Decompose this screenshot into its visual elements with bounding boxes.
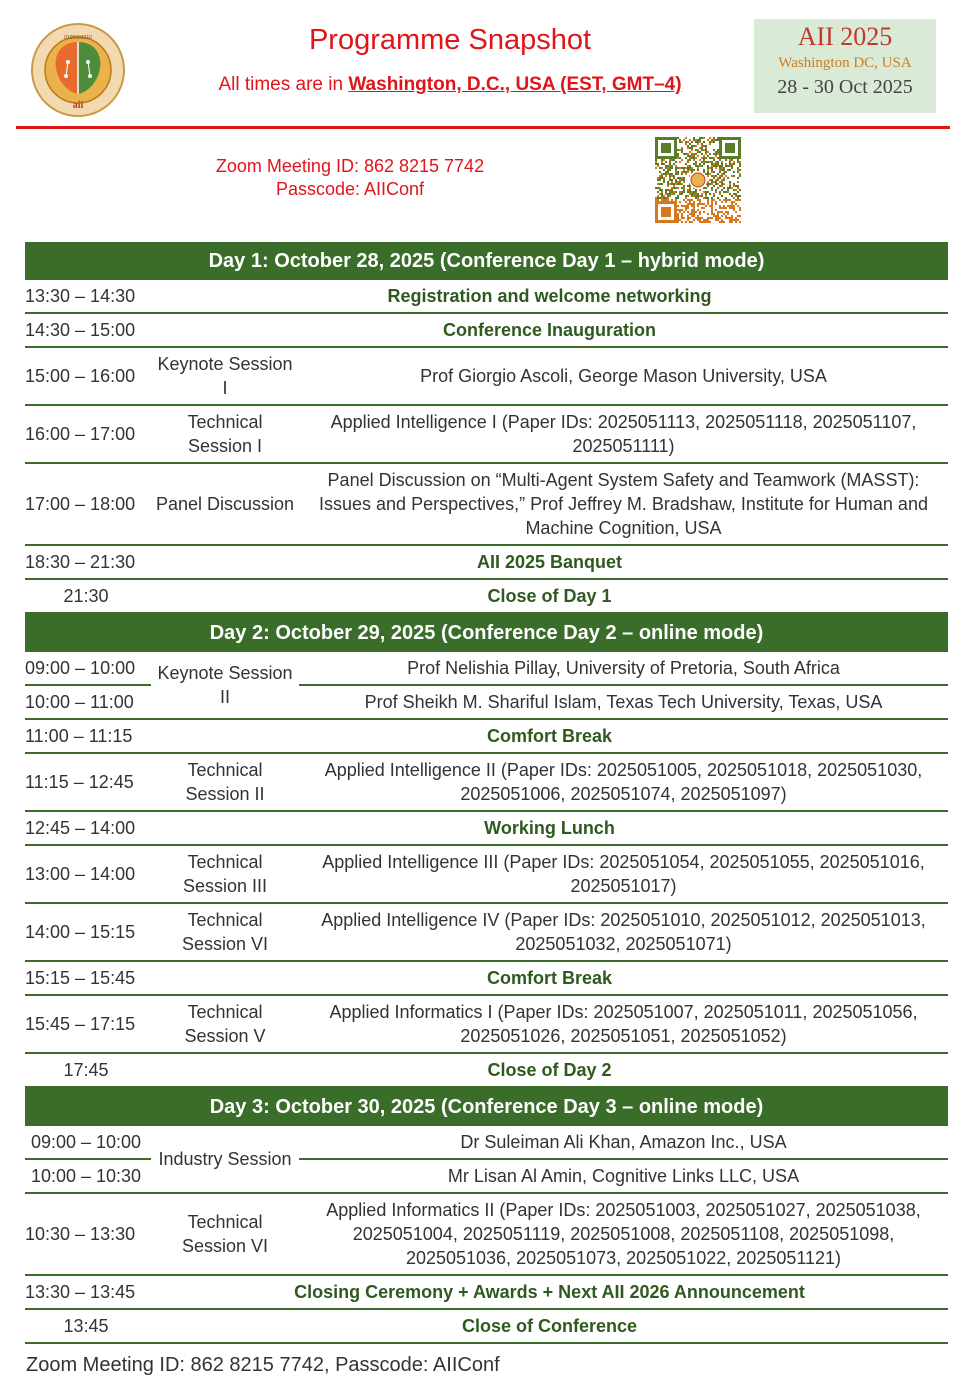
zoom-meeting-id: Zoom Meeting ID: 862 8215 7742 [215, 156, 485, 176]
table-row: 10:00 – 10:30 Mr Lisan Al Amin, Cognitive Links LLC, USA [25, 1159, 948, 1193]
table-row: 15:45 – 17:15 Technical Session V Applied Informatics I (Paper IDs: 2025051007, 2025051011, 2025051056, 2025051026, 2025051051, 2025051052) [25, 995, 948, 1053]
table-row: 11:00 – 11:15 Comfort Break [25, 719, 948, 753]
day-heading: Day 2: October 29, 2025 (Conference Day 2 – online mode) [25, 613, 948, 652]
zoom-info [160, 155, 540, 201]
qr-code[interactable] [655, 137, 741, 223]
table-row: 18:30 – 21:30 AII 2025 Banquet [25, 545, 948, 579]
aii-logo [30, 22, 126, 118]
table-row: 11:15 – 12:45 Technical Session II Applied Intelligence II (Paper IDs: 2025051005, 2025051018, 2025051030, 2025051006, 2025051074, 2025051097) [25, 753, 948, 811]
table-row: 14:00 – 15:15 Technical Session VI Applied Intelligence IV (Paper IDs: 2025051010, 2025051012, 2025051013, 2025051032, 2025051071) [25, 903, 948, 961]
day-heading: Day 1: October 28, 2025 (Conference Day 1 – hybrid mode) [25, 242, 948, 280]
table-row: 16:00 – 17:00 Technical Session I Applied Intelligence I (Paper IDs: 2025051113, 2025051118, 2025051107, 2025051111) [25, 405, 948, 463]
table-row: 15:00 – 16:00 Keynote Session I Prof Giorgio Ascoli, George Mason University, USA [25, 347, 948, 405]
table-row: 09:00 – 10:00 Keynote Session II Prof Nelishia Pillay, University of Pretoria, South Africa [25, 652, 948, 685]
badge-title: AII 2025 [797, 22, 893, 51]
header-divider [16, 126, 950, 129]
table-row: 15:15 – 15:45 Comfort Break [25, 961, 948, 995]
table-row: 13:45 Close of Conference [25, 1309, 948, 1343]
svg-text:0100001010: 0100001010 [64, 35, 92, 41]
table-row: 13:00 – 14:00 Technical Session III Applied Intelligence III (Paper IDs: 2025051054, 2025051055, 2025051016, 2025051017) [25, 845, 948, 903]
svg-text:aii: aii [72, 100, 84, 111]
table-row: 13:30 – 14:30 Registration and welcome networking [25, 280, 948, 313]
table-row: 09:00 – 10:00 Industry Session Dr Suleiman Ali Khan, Amazon Inc., USA [25, 1126, 948, 1159]
conference-badge [754, 19, 936, 113]
table-row: 13:30 – 13:45 Closing Ceremony + Awards + Next AII 2026 Announcement [25, 1275, 948, 1309]
table-row: 17:45 Close of Day 2 [25, 1053, 948, 1087]
timezone-link[interactable]: Washington, D.C., USA (EST, GMT–4) [348, 74, 682, 95]
table-row: 12:45 – 14:00 Working Lunch [25, 811, 948, 845]
table-row: 10:00 – 11:00 Prof Sheikh M. Shariful Islam, Texas Tech University, Texas, USA [25, 685, 948, 719]
zoom-footer: Zoom Meeting ID: 862 8215 7742, Passcode: AIIConf [26, 1354, 500, 1376]
table-row: 10:30 – 13:30 Technical Session VI Applied Informatics II (Paper IDs: 2025051003, 2025051027, 2025051038, 2025051004, 2025051119, 2025051008, 2025051108, 2025051098, 2025051036, 2025051073, 2025051022, 2025051121) [25, 1193, 948, 1275]
badge-location: Washington DC, USA [778, 55, 912, 71]
table-row: 14:30 – 15:00 Conference Inauguration [25, 313, 948, 347]
day-heading: Day 3: October 30, 2025 (Conference Day 3 – online mode) [25, 1087, 948, 1126]
table-row: 17:00 – 18:00 Panel Discussion Panel Discussion on “Multi-Agent System Safety and Teamwork (MASST): Issues and Perspectives,” Prof Jeffrey M. Bradshaw, Institute for Human and Machine Cognition, USA [25, 463, 948, 545]
badge-dates: 28 - 30 Oct 2025 [777, 76, 913, 98]
page-title: Programme Snapshot [308, 24, 592, 56]
table-row: 21:30 Close of Day 1 [25, 579, 948, 613]
schedule-table [25, 242, 948, 1344]
timezone-note: All times are in Washington, D.C., USA (EST, GMT–4) [218, 74, 682, 95]
zoom-passcode: Passcode: AIIConf [275, 179, 425, 199]
